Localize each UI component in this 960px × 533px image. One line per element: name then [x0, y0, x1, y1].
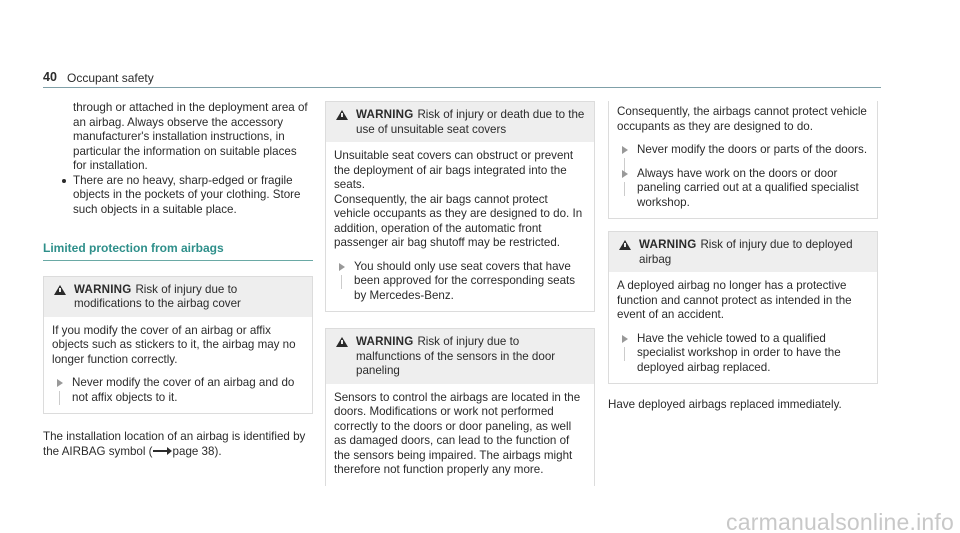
warning-title: Risk of injury due to modifications to the airbag cover: [74, 282, 241, 310]
instruction-arrow-icon: [339, 263, 345, 271]
instruction-text: Have the vehicle towed to a qualified specialist workshop in order to have the deployed airbag replaced.: [637, 331, 841, 374]
warning-text: Sensors to control the airbags are located in the doors. Modifications or work not performed correctly to the doors or door paneling, as well as damaged doors, can lead to the function of the sensors being impaired. The airbags might therefore not function properly any more.: [334, 390, 581, 476]
instruction-bar-icon: [624, 347, 625, 361]
instruction-text: Never modify the doors or parts of the doors.: [637, 143, 868, 156]
instruction-text: You should only use seat covers that have been approved for the corresponding seats by Mercedes-Benz.: [354, 259, 576, 302]
warning-triangle-icon: [336, 337, 348, 347]
instruction-text: Always have work on the doors or door paneling carried out at a qualified specialist workshop.: [637, 166, 859, 209]
instruction-arrow-icon: [57, 379, 63, 387]
watermark: carmanualsonline.info: [726, 508, 954, 533]
column-2: [325, 101, 595, 486]
instruction-item: [617, 143, 869, 158]
warning-label: WARNING: [356, 108, 414, 121]
bullet-icon: [62, 179, 66, 183]
warning-text: Consequently, the airbags cannot protect vehicle occupants as they are designed to do.: [617, 105, 867, 133]
page-reference-link[interactable]: page 38).: [172, 444, 222, 458]
warning-box-seat-covers: [325, 101, 595, 312]
warning-text: A deployed airbag no longer has a protective function and cannot protect as intended in the event of an accident.: [617, 279, 852, 321]
warning-triangle-icon: [336, 110, 348, 120]
warning-title: Risk of injury due to deployed airbag: [639, 238, 853, 266]
warning-box-airbag-cover: [43, 276, 313, 415]
outro-text: [43, 430, 313, 459]
outro-text-a: The installation location of an airbag is identified by the AIRBAG symbol (: [43, 430, 306, 458]
section-title: Occupant safety: [67, 71, 154, 85]
warning-text: If you modify the cover of an airbag or affix objects such as stickers to it, the airbag may no longer function correctly.: [52, 323, 296, 366]
warning-text-2: Consequently, the air bags cannot protect vehicle occupants as they are designed to do. In addition, operation of the automatic front passenger air bag shutoff may be restricted.: [334, 192, 583, 249]
instruction-arrow-icon: [622, 335, 628, 343]
instruction-item: [617, 167, 869, 211]
warning-title: Risk of injury or death due to the use of unsuitable seat covers: [356, 108, 585, 136]
warning-continuation: [608, 101, 878, 219]
instruction-arrow-icon: [622, 146, 628, 154]
page-number: 40: [43, 70, 57, 84]
outro-text: Have deployed airbags replaced immediately.: [608, 398, 842, 411]
warning-label: WARNING: [639, 238, 697, 251]
instruction-bar-icon: [341, 275, 342, 289]
page-reference-arrow-icon[interactable]: [153, 447, 173, 455]
list-item: [43, 174, 313, 218]
instruction-text: Never modify the cover of an airbag and do not affix objects to it.: [72, 376, 295, 404]
column-3: [608, 101, 878, 413]
warning-body: [326, 384, 594, 486]
page-header: [43, 70, 881, 88]
warning-triangle-icon: [619, 240, 631, 250]
warning-body: [326, 142, 594, 311]
instruction-arrow-icon: [622, 170, 628, 178]
warning-box-deployed-airbag: [608, 231, 878, 384]
warning-title: Risk of injury due to malfunctions of the sensors in the door paneling: [356, 335, 556, 377]
warning-body: [44, 317, 312, 414]
warning-header: [44, 277, 312, 317]
instruction-bar-icon: [624, 182, 625, 196]
intro-text: through or attached in the deployment area of an airbag. Always observe the accessory manufacturer's installation instructions, in particular the information on suitable places for installation.: [73, 101, 308, 172]
warning-box-door-sensors: [325, 328, 595, 486]
instruction-item: [617, 332, 869, 376]
instruction-item: [334, 260, 586, 304]
instruction-bar-icon: [59, 391, 60, 405]
bullet-text: There are no heavy, sharp-edged or fragile objects in the pockets of your clothing. Store such objects in a suitable place.: [73, 173, 301, 216]
warning-body: [609, 272, 877, 383]
warning-triangle-icon: [54, 285, 66, 295]
warning-text: Unsuitable seat covers can obstruct or prevent the deployment of air bags integrated into the seats.: [334, 149, 574, 191]
column-1: [43, 101, 313, 459]
warning-header: [326, 102, 594, 142]
warning-header: [326, 329, 594, 384]
warning-label: WARNING: [356, 335, 414, 348]
instruction-item: [52, 376, 304, 405]
warning-label: WARNING: [74, 282, 132, 296]
warning-header: [609, 232, 877, 272]
section-heading: Limited protection from airbags: [43, 241, 313, 261]
